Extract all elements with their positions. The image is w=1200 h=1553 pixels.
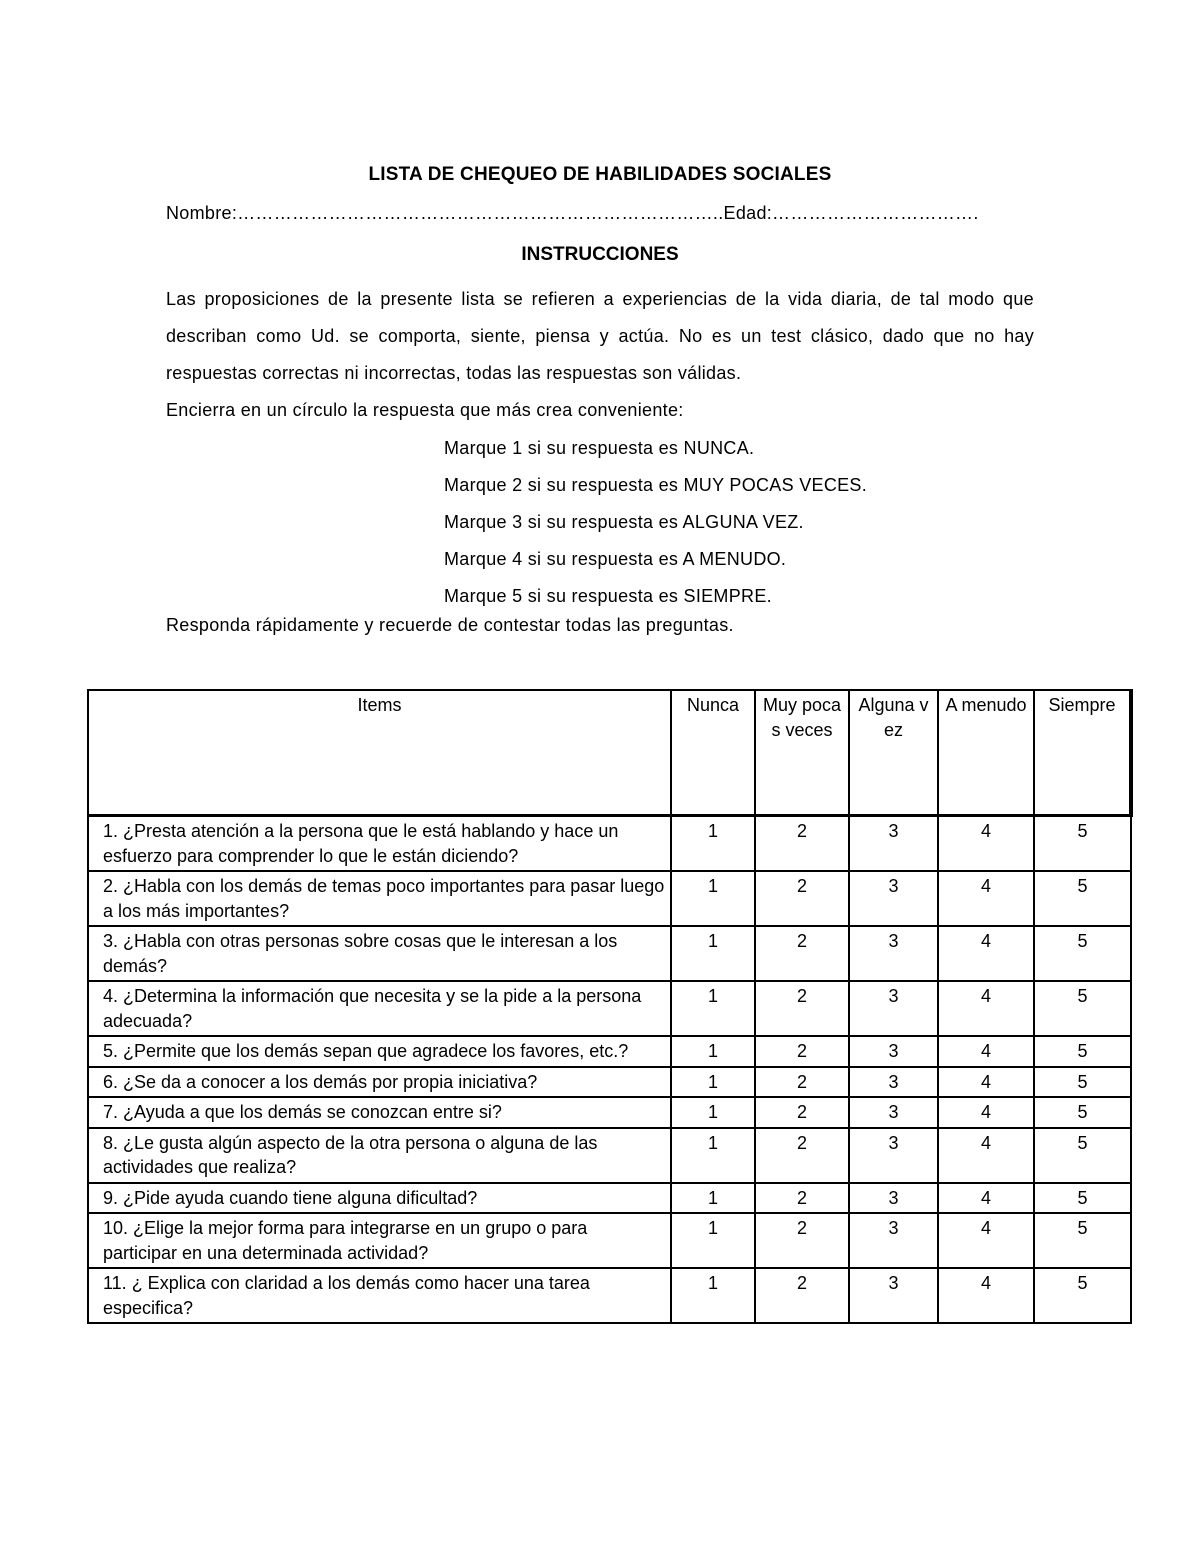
header-muy-pocas-veces: Muy pocas veces bbox=[755, 690, 849, 816]
rating-option[interactable]: 1 bbox=[671, 1067, 755, 1098]
rating-option[interactable]: 2 bbox=[755, 871, 849, 926]
rating-option[interactable]: 2 bbox=[755, 1183, 849, 1214]
rating-option[interactable]: 3 bbox=[849, 981, 938, 1036]
rating-option[interactable]: 1 bbox=[671, 1268, 755, 1323]
rating-option[interactable]: 2 bbox=[755, 1213, 849, 1268]
question-text: 7. ¿Ayuda a que los demás se conozcan entre si? bbox=[88, 1097, 671, 1128]
legend-item: Marque 4 si su respuesta es A MENUDO. bbox=[444, 549, 787, 569]
question-text: 6. ¿Se da a conocer a los demás por propia iniciativa? bbox=[88, 1067, 671, 1098]
table-header-row bbox=[88, 690, 1131, 816]
question-text: 4. ¿Determina la información que necesita y se la pide a la persona adecuada? bbox=[88, 981, 671, 1036]
rating-option[interactable]: 5 bbox=[1034, 1036, 1131, 1067]
rating-option[interactable]: 2 bbox=[755, 1097, 849, 1128]
rating-option[interactable]: 4 bbox=[938, 926, 1034, 981]
instructions-text bbox=[166, 281, 1034, 429]
rating-option[interactable]: 2 bbox=[755, 981, 849, 1036]
legend-item: Marque 3 si su respuesta es ALGUNA VEZ. bbox=[444, 512, 804, 532]
rating-option[interactable]: 4 bbox=[938, 816, 1034, 872]
header-a-menudo: A menudo bbox=[938, 690, 1034, 816]
rating-option[interactable]: 5 bbox=[1034, 1213, 1131, 1268]
legend-item: Marque 1 si su respuesta es NUNCA. bbox=[444, 438, 755, 458]
rating-option[interactable]: 1 bbox=[671, 1183, 755, 1214]
header-nunca: Nunca bbox=[671, 690, 755, 816]
rating-option[interactable]: 1 bbox=[671, 926, 755, 981]
question-text: 10. ¿Elige la mejor forma para integrarse en un grupo o para participar en una determinada actividad? bbox=[88, 1213, 671, 1268]
rating-option[interactable]: 4 bbox=[938, 1213, 1034, 1268]
rating-option[interactable]: 1 bbox=[671, 1128, 755, 1183]
circle-instruction: Encierra en un círculo la respuesta que más crea conveniente: bbox=[166, 400, 684, 420]
rating-option[interactable]: 4 bbox=[938, 1268, 1034, 1323]
rating-option[interactable]: 2 bbox=[755, 1268, 849, 1323]
legend-item: Marque 2 si su respuesta es MUY POCAS VECES. bbox=[444, 475, 868, 495]
rating-option[interactable]: 1 bbox=[671, 871, 755, 926]
table-row bbox=[88, 1067, 1131, 1098]
marking-legend bbox=[444, 430, 867, 615]
rating-option[interactable]: 4 bbox=[938, 871, 1034, 926]
rating-option[interactable]: 4 bbox=[938, 1128, 1034, 1183]
instructions-paragraph: Las proposiciones de la presente lista se refieren a experiencias de la vida diaria, de tal modo que describan como Ud. se comporta, siente, piensa y actúa. No es un test clásico, dado que no hay respuestas correctas ni incorrectas, todas las respuestas son válidas. bbox=[166, 289, 1034, 383]
rating-option[interactable]: 4 bbox=[938, 981, 1034, 1036]
rating-option[interactable]: 1 bbox=[671, 1097, 755, 1128]
rating-option[interactable]: 5 bbox=[1034, 1183, 1131, 1214]
closing-instruction: Responda rápidamente y recuerde de contestar todas las preguntas. bbox=[166, 615, 734, 635]
table-row bbox=[88, 816, 1131, 872]
rating-option[interactable]: 5 bbox=[1034, 1268, 1131, 1323]
rating-option[interactable]: 4 bbox=[938, 1097, 1034, 1128]
table-row bbox=[88, 1268, 1131, 1323]
rating-option[interactable]: 4 bbox=[938, 1067, 1034, 1098]
question-text: 3. ¿Habla con otras personas sobre cosas que le interesan a los demás? bbox=[88, 926, 671, 981]
rating-option[interactable]: 4 bbox=[938, 1183, 1034, 1214]
table-row bbox=[88, 1128, 1131, 1183]
rating-option[interactable]: 3 bbox=[849, 1067, 938, 1098]
name-age-line: Nombre:……………………………………………………………………..Edad:……………………………. bbox=[166, 203, 979, 223]
table-row bbox=[88, 1036, 1131, 1067]
page-title: LISTA DE CHEQUEO DE HABILIDADES SOCIALES bbox=[368, 164, 832, 185]
rating-option[interactable]: 3 bbox=[849, 816, 938, 872]
rating-option[interactable]: 1 bbox=[671, 981, 755, 1036]
table-row bbox=[88, 1183, 1131, 1214]
table-row bbox=[88, 926, 1131, 981]
rating-option[interactable]: 3 bbox=[849, 1097, 938, 1128]
rating-option[interactable]: 2 bbox=[755, 816, 849, 872]
question-text: 5. ¿Permite que los demás sepan que agradece los favores, etc.? bbox=[88, 1036, 671, 1067]
questionnaire-table bbox=[87, 689, 1133, 1324]
rating-option[interactable]: 5 bbox=[1034, 981, 1131, 1036]
table-row bbox=[88, 1213, 1131, 1268]
rating-option[interactable]: 3 bbox=[849, 1128, 938, 1183]
rating-option[interactable]: 2 bbox=[755, 926, 849, 981]
rating-option[interactable]: 3 bbox=[849, 926, 938, 981]
rating-option[interactable]: 5 bbox=[1034, 871, 1131, 926]
question-text: 2. ¿Habla con los demás de temas poco importantes para pasar luego a los más importantes? bbox=[88, 871, 671, 926]
rating-option[interactable]: 2 bbox=[755, 1128, 849, 1183]
question-text: 8. ¿Le gusta algún aspecto de la otra persona o alguna de las actividades que realiza? bbox=[88, 1128, 671, 1183]
rating-option[interactable]: 1 bbox=[671, 1036, 755, 1067]
rating-option[interactable]: 5 bbox=[1034, 926, 1131, 981]
question-text: 11. ¿ Explica con claridad a los demás como hacer una tarea especifica? bbox=[88, 1268, 671, 1323]
rating-option[interactable]: 5 bbox=[1034, 816, 1131, 872]
table-row bbox=[88, 871, 1131, 926]
rating-option[interactable]: 3 bbox=[849, 1268, 938, 1323]
instructions-heading: INSTRUCCIONES bbox=[521, 244, 679, 265]
rating-option[interactable]: 2 bbox=[755, 1036, 849, 1067]
rating-option[interactable]: 4 bbox=[938, 1036, 1034, 1067]
question-text: 9. ¿Pide ayuda cuando tiene alguna dificultad? bbox=[88, 1183, 671, 1214]
rating-option[interactable]: 5 bbox=[1034, 1128, 1131, 1183]
header-alguna-vez: Alguna vez bbox=[849, 690, 938, 816]
table-row bbox=[88, 981, 1131, 1036]
rating-option[interactable]: 3 bbox=[849, 1183, 938, 1214]
header-siempre: Siempre bbox=[1034, 690, 1131, 816]
header-items: Items bbox=[88, 690, 671, 816]
rating-option[interactable]: 3 bbox=[849, 871, 938, 926]
legend-item: Marque 5 si su respuesta es SIEMPRE. bbox=[444, 586, 772, 606]
rating-option[interactable]: 2 bbox=[755, 1067, 849, 1098]
rating-option[interactable]: 3 bbox=[849, 1036, 938, 1067]
rating-option[interactable]: 3 bbox=[849, 1213, 938, 1268]
rating-option[interactable]: 5 bbox=[1034, 1097, 1131, 1128]
table-row bbox=[88, 1097, 1131, 1128]
rating-option[interactable]: 1 bbox=[671, 816, 755, 872]
question-text: 1. ¿Presta atención a la persona que le está hablando y hace un esfuerzo para comprender lo que le están diciendo? bbox=[88, 816, 671, 872]
rating-option[interactable]: 1 bbox=[671, 1213, 755, 1268]
rating-option[interactable]: 5 bbox=[1034, 1067, 1131, 1098]
